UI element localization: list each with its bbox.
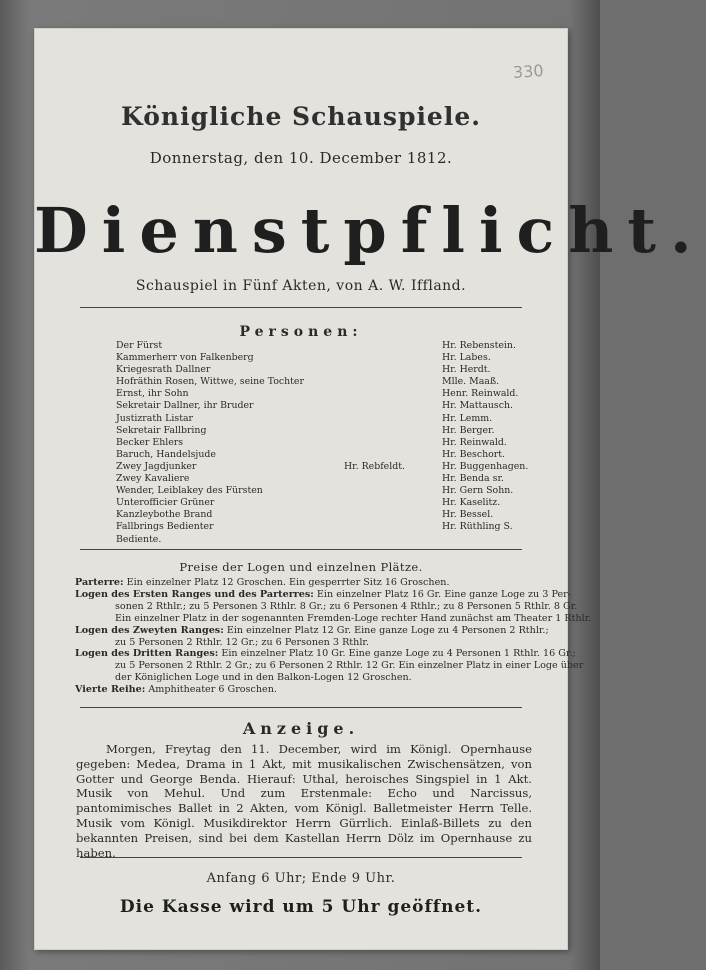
price-line [75, 577, 535, 589]
price-category: Vierte Reihe: [75, 684, 146, 696]
price-line [75, 660, 584, 672]
cast-role: Unterofficier Grüner [116, 497, 215, 509]
cast-row [116, 376, 516, 388]
cast-role: Fallbrings Bedienter [116, 521, 214, 533]
cast-row [116, 460, 529, 473]
cast-role: Ernst, ihr Sohn [116, 388, 189, 400]
cast-actor-extra: Hr. Rebfeldt. [344, 460, 405, 472]
cast-row [116, 340, 516, 352]
price-category: Logen des Ersten Ranges und des Parterres: [75, 588, 314, 600]
cast-row [116, 497, 516, 509]
price-text: Amphitheater 6 Groschen. [148, 684, 277, 696]
price-line [75, 637, 535, 649]
price-text: Ein einzelner Platz in der sogenannten Fremden-Loge rechter Hand zunächst am Theater 1 Rthlr. [115, 612, 592, 624]
cast-role: Sekretair Fallbring [116, 424, 207, 436]
playbill-sheet [34, 28, 706, 950]
price-category: Logen des Zweyten Ranges: [75, 624, 224, 636]
price-category: Parterre: [75, 577, 124, 588]
price-text: zu 5 Personen 2 Rthlr. 2 Gr.; zu 6 Personen 2 Rthlr. 12 Gr. Ein einzelner Platz in einer Loge über [115, 660, 584, 672]
cast-row [116, 413, 516, 425]
price-text: sonen 2 Rthlr.; zu 5 Personen 3 Rthlr. 8 Gr.; zu 6 Personen 4 Rthlr.; zu 8 Personen 5 Rthlr. 8 Gr. [115, 600, 578, 612]
cast-role: Baruch, Handelsjude [116, 448, 216, 460]
price-line [75, 672, 535, 684]
play-title: Dienstpflicht. [34, 194, 706, 267]
price-text: der Königlichen Loge und in den Balkon-Logen 12 Groschen. [115, 672, 412, 684]
cast-actor: Hr. Labes. [442, 352, 491, 364]
cast-role: Kanzleybothe Brand [116, 509, 213, 521]
cast-actor: Hr. Kaselitz. [442, 497, 501, 509]
prices-heading: Preise der Logen und einzelnen Plätze. [179, 560, 423, 574]
cast-row [116, 352, 516, 364]
price-text: Ein einzelner Platz 10 Gr. Eine ganze Loge zu 4 Personen 1 Rthlr. 16 Gr.; [221, 648, 576, 660]
cast-role: Zwey Kavaliere [116, 473, 190, 485]
cast-actor: Hr. Benda sr. [442, 473, 504, 485]
cast-actor: Henr. Reinwald. [442, 388, 519, 400]
performance-date: Donnerstag, den 10. December 1812. [149, 149, 453, 167]
price-text: Ein einzelner Platz 16 Gr. Eine ganze Loge zu 3 Per- [316, 588, 571, 600]
price-line [75, 588, 571, 601]
price-text: zu 5 Personen 2 Rthlr. 12 Gr.; zu 6 Personen 3 Rthlr. [115, 636, 369, 648]
cast-actor: Hr. Mattausch. [442, 400, 514, 412]
cast-actor: Hr. Bessel. [442, 509, 494, 521]
archive-number: 330 [512, 60, 545, 83]
play-subtitle: Schauspiel in Fünf Akten, von A. W. Iffland. [135, 278, 467, 294]
price-line [75, 624, 549, 637]
cast-role: Wender, Leiblakey des Fürsten [116, 485, 263, 497]
cast-role: Becker Ehlers [116, 436, 184, 448]
cast-row [116, 400, 516, 412]
price-category: Logen des Dritten Ranges: [75, 648, 219, 660]
divider [80, 707, 522, 708]
cast-actor: Hr. Gern Sohn. [442, 485, 514, 497]
cast-actor: Hr. Rüthling S. [442, 521, 513, 533]
notice-heading: Anzeige. [242, 719, 360, 738]
price-line [75, 600, 578, 613]
show-times: Anfang 6 Uhr; Ende 9 Uhr. [206, 871, 396, 886]
cast-row [116, 425, 516, 437]
cast-row [116, 364, 516, 376]
cast-role: Kriegesrath Dallner [116, 364, 211, 376]
price-list [75, 577, 592, 696]
price-text: Ein einzelner Platz 12 Groschen. Ein gesperrter Sitz 16 Groschen. [126, 577, 450, 588]
cast-row [116, 473, 516, 485]
price-line [75, 684, 535, 696]
price-text: Ein einzelner Platz 12 Gr. Eine ganze Loge zu 4 Personen 2 Rthlr.; [226, 624, 549, 636]
notice-body [76, 742, 532, 860]
cast-actor: Hr. Buggenhagen. [442, 460, 529, 472]
cast-actor: Hr. Reinwald. [442, 436, 507, 448]
cast-actor: Hr. Beschort. [442, 448, 505, 460]
price-line [75, 648, 576, 660]
cast-row [116, 449, 516, 461]
cast-row [116, 521, 516, 533]
price-line [75, 612, 592, 625]
box-office-notice: Die Kasse wird um 5 Uhr geöffnet. [119, 897, 483, 917]
persons-heading: Personen: [239, 324, 363, 340]
divider [80, 549, 522, 550]
cast-actor: Mlle. Maaß. [442, 376, 500, 388]
cast-role: Sekretair Dallner, ihr Bruder [116, 400, 254, 412]
cast-row [116, 509, 516, 521]
cast-actor: Hr. Lemm. [442, 412, 493, 424]
cast-role: Der Fürst [116, 340, 163, 351]
cast-actor: Hr. Rebenstein. [442, 340, 516, 351]
cast-role: Hofräthin Rosen, Wittwe, seine Tochter [116, 376, 304, 388]
cast-row [116, 534, 516, 546]
cast-row [116, 485, 516, 497]
notice-text: Morgen, Freytag den 11. December, wird im Königl. Opernhause gegeben: Medea, Drama in 1 Akt, mit musikalischen Zwischensätzen, von Gotter und George Benda. Hierauf: Uthal, heroisches Singspiel in 1 Akt. Musik von Mehul. Und zum Erstenmale: Echo und Narcissus, pantomimisches Ballet in 2 Akten, vom Königl. Balletmeister Herrn Telle. Musik vom Königl. Musikdirektor Herrn Gürrlich. Einlaß-Billets zu den bekannten Preisen, sind bei dem Kastellan Herrn Dölz im Opernhause zu haben. [76, 742, 532, 860]
cast-role: Justizrath Listar [116, 412, 194, 424]
divider [80, 307, 522, 308]
theatre-name: Königliche Schauspiele. [121, 102, 481, 131]
divider [80, 857, 522, 858]
cast-actor: Hr. Berger. [442, 424, 495, 436]
cast-row [116, 437, 516, 449]
cast-list [116, 340, 529, 546]
cast-role: Kammerherr von Falkenberg [116, 352, 254, 364]
cast-role: Zwey Jagdjunker [116, 460, 197, 472]
cast-row [116, 388, 519, 400]
cast-actor: Hr. Herdt. [442, 364, 491, 376]
cast-role: Bediente. [116, 533, 162, 545]
